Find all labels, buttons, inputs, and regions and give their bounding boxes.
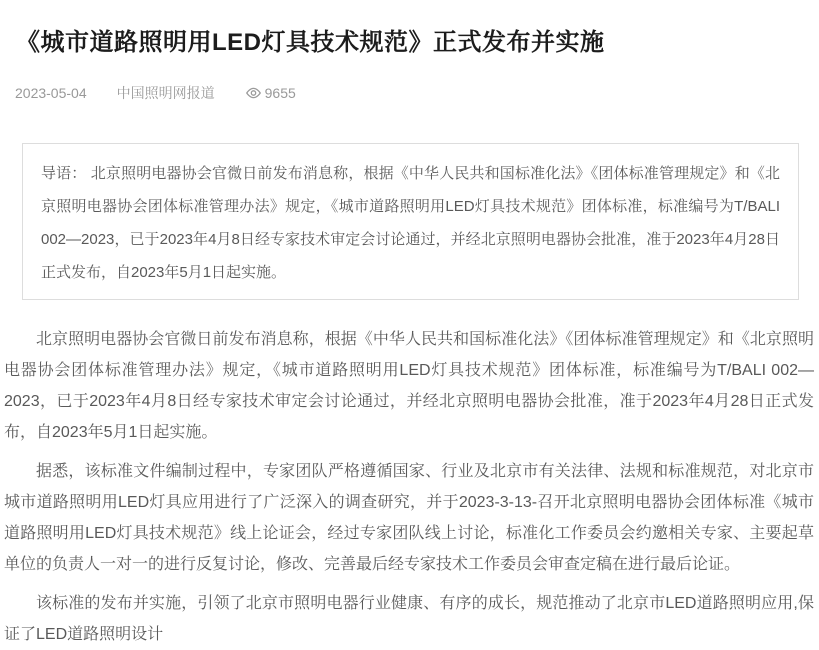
eye-icon — [245, 87, 262, 99]
source-label: 中国照明网报道 — [116, 85, 215, 101]
paragraph-1: 北京照明电器协会官微日前发布消息称，根据《中华人民共和国标准化法》《团体标准管理规定》和《北京照明电器协会团体标准管理办法》规定，《城市道路照明用LED灯具技术规范》团体标准，标准编号为T/BALI 002—2023，已于2023年4月8日经专家技术审定会讨论通过，并经北京照明电器协会批准，准于2023年4月28日正式发布，自2023年5月1日起实施。 — [4, 331, 814, 441]
paragraph-2: 据悉，该标准文件编制过程中，专家团队严格遵循国家、行业及北京市有关法律、法规和标准规范，对北京市城市道路照明用LED灯具应用进行了广泛深入的调查研究，并于2023-3-13-召开北京照明电器协会团体标准《城市道路照明用LED灯具技术规范》线上论证会，经过专家团队线上讨论，标准化工作委员会约邀相关专家、主要起草单位的负责人一对一的进行反复讨论，修改、完善最后经专家技术工作委员会审查定稿在进行最后论证。 — [4, 463, 814, 573]
lead-label: 导语： — [41, 165, 87, 182]
view-counter — [245, 85, 296, 101]
publish-date: 2023-05-04 — [15, 85, 87, 101]
view-count: 9655 — [264, 85, 296, 101]
page-title: 《城市道路照明用LED灯具技术规范》正式发布并实施 — [16, 29, 605, 56]
paragraph-3: 该标准的发布并实施，引领了北京市照明电器行业健康、有序的成长，规范推动了北京市LED道路照明应用,保证了LED道路照明设计 — [4, 595, 814, 643]
article-page — [0, 28, 819, 643]
article-meta — [15, 83, 819, 103]
lead-box — [22, 143, 799, 300]
lead-text: 北京照明电器协会官微日前发布消息称，根据《中华人民共和国标准化法》《团体标准管理规定》和《北京照明电器协会团体标准管理办法》规定，《城市道路照明用LED灯具技术规范》团体标准，标准编号为T/BALI 002—2023，已于2023年4月8日经专家技术审定会讨论通过，并经北京照明电器协会批准，准于2023年4月28日正式发布，自2023年5月1日起实施。 — [41, 165, 780, 281]
